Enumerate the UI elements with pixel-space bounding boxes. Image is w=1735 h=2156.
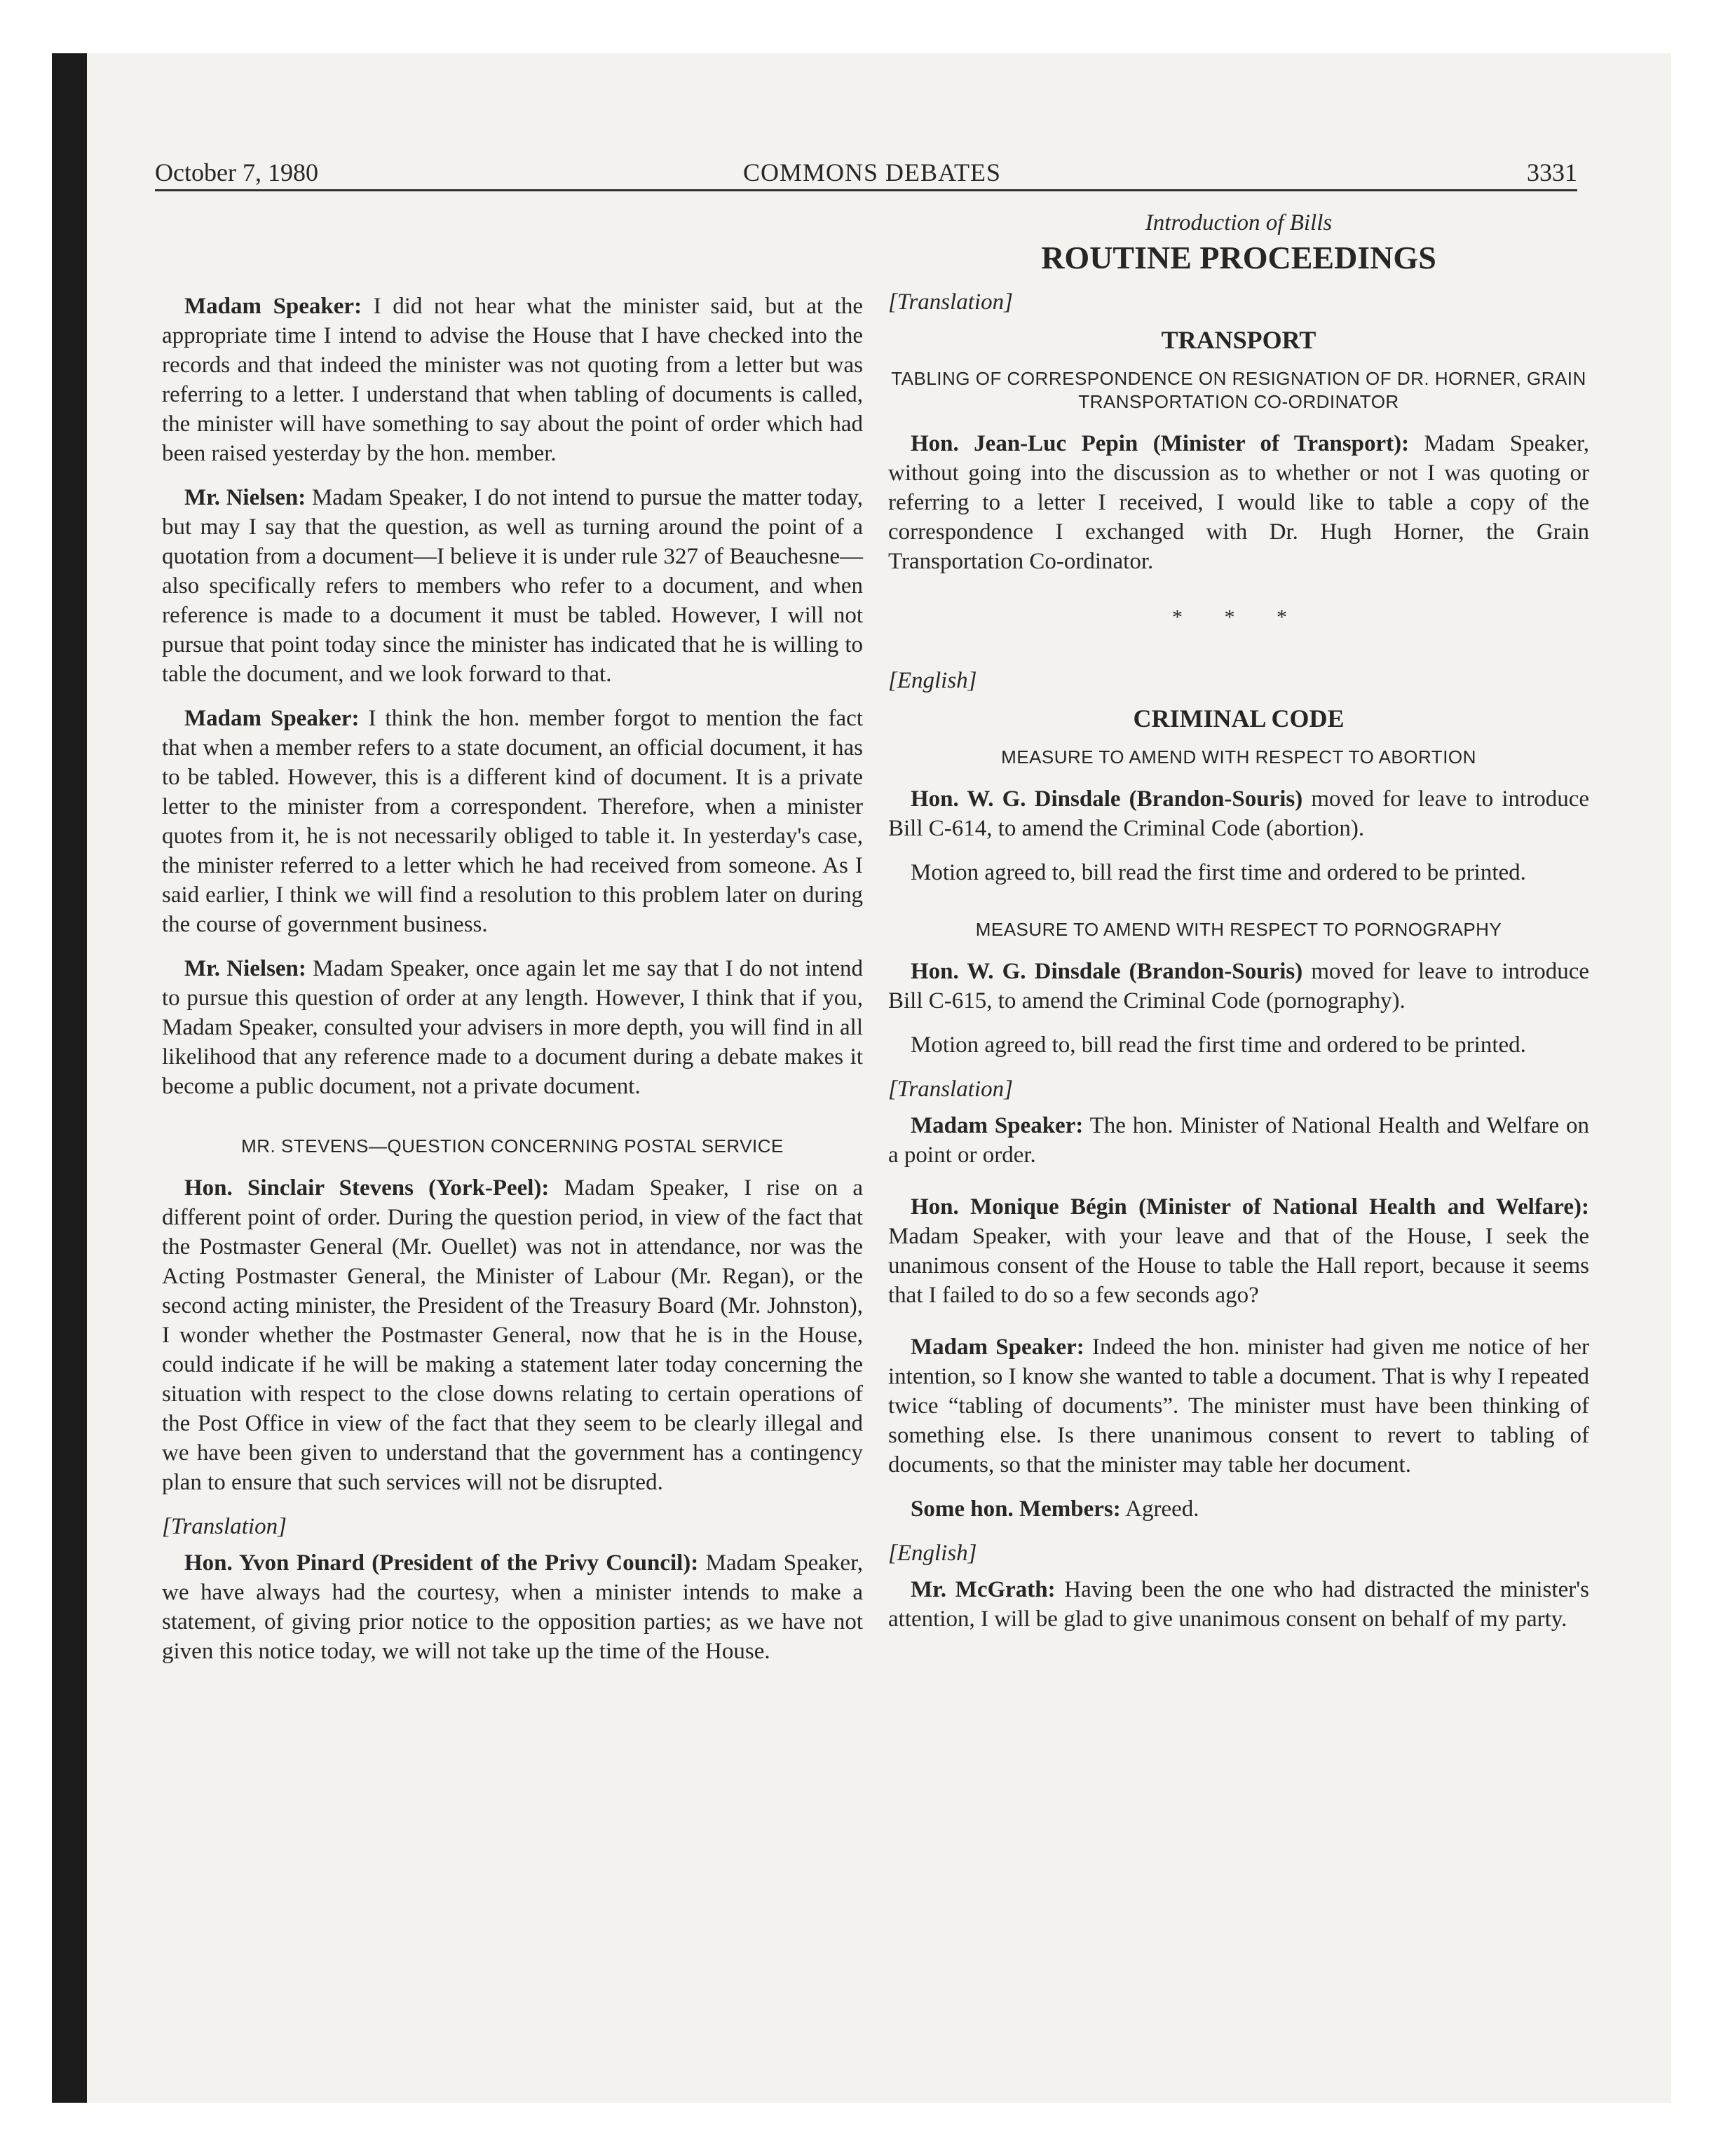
speaker: Madam Speaker: xyxy=(911,1335,1084,1360)
speech: Madam Speaker, with your leave and that of the House, I seek the unanimous consent of the House to table the Hall report, because it seems that I failed to do so a few seconds ago? xyxy=(888,1224,1589,1308)
language-tag: [English] xyxy=(888,1541,977,1566)
language-tag: [Translation] xyxy=(888,1077,1013,1102)
speech: The hon. Minister of National Health and Welfare on a point or order. xyxy=(888,1113,1590,1168)
paragraph xyxy=(888,429,1589,576)
paragraph xyxy=(162,292,863,468)
speech: moved for leave to introduce Bill C-614, to amend the Criminal Code (abortion). xyxy=(888,786,1589,841)
section-break-stars: * * * xyxy=(1172,606,1305,629)
paragraph xyxy=(888,957,1589,1016)
paragraph xyxy=(162,1173,863,1497)
paragraph: Motion agreed to, bill read the first time and ordered to be printed. xyxy=(911,860,1526,885)
paragraph xyxy=(162,1548,863,1666)
paragraph xyxy=(162,704,863,939)
speaker: Hon. Sinclair Stevens (York-Peel): xyxy=(184,1175,550,1201)
language-tag: [Translation] xyxy=(162,1514,287,1539)
speech: Having been the one who had distracted the minister's attention, I will be glad to give unanimous consent on behalf of my party. xyxy=(888,1577,1589,1632)
speaker: Hon. Jean-Luc Pepin (Minister of Transport): xyxy=(911,431,1410,456)
scan-binding-edge xyxy=(52,53,87,2103)
subheading: MEASURE TO AMEND WITH RESPECT TO PORNOGRAPHY xyxy=(975,919,1502,940)
speaker: Madam Speaker: xyxy=(911,1113,1084,1138)
speech: Agreed. xyxy=(1120,1496,1199,1522)
speech: Madam Speaker, without going into the discussion as to whether or not I was quoting or referring to a letter I received, I would like to table a copy of the correspondence I exchanged with Dr. Hugh Horner, the Grain Transportation Co-ordinator. xyxy=(888,431,1589,574)
speaker: Mr. Nielsen: xyxy=(184,956,306,981)
language-tag: [English] xyxy=(888,668,977,693)
speech: moved for leave to introduce Bill C-615, to amend the Criminal Code (pornography). xyxy=(888,959,1589,1014)
speaker: Hon. W. G. Dinsdale (Brandon-Souris) xyxy=(911,786,1303,812)
speaker: Hon. Monique Bégin (Minister of National Health and Welfare): xyxy=(911,1194,1589,1220)
speech: Madam Speaker, I rise on a different point of order. During the question period, in view of the fact that the Postmaster General (Mr. Ouellet) was not in attendance, nor was the Acting Postmaster General, the Minister of Labour (Mr. Regan), or the second acting minister, the President of the Treasury Board (Mr. Johnston), I wonder whether the Postmaster General, now that he is in the House, could indicate if he will be making a statement later today concerning the situation with respect to the close downs relating to certain operations of the Post Office in view of the fact that they seem to be clearly illegal and we have been given to understand that the government has a contingency plan to ensure that such services will not be disrupted. xyxy=(162,1175,863,1495)
section-heading: TRANSPORT xyxy=(1161,326,1316,354)
paragraph xyxy=(888,1332,1589,1480)
language-tag: [Translation] xyxy=(888,289,1013,315)
speech: Madam Speaker, I do not intend to pursue the matter today, but may I say that the question, as well as turning around the point of a quotation from a document—I believe it is under rule 327 of Beauchesne—also specifically refers to members who refer to a document, and when reference is made to a document it must be tabled. However, I will not pursue that point today since the minister has indicated that he is willing to table the document, and we look forward to that. xyxy=(162,485,863,687)
speaker: Hon. W. G. Dinsdale (Brandon-Souris) xyxy=(911,959,1303,984)
header-page-number: 3331 xyxy=(1527,158,1577,186)
speech: Madam Speaker, we have always had the courtesy, when a minister intends to make a statement, of giving prior notice to the opposition parties; as we have not given this notice today, we will not take up the time of the House. xyxy=(162,1550,863,1664)
paragraph xyxy=(162,954,863,1101)
paragraph xyxy=(888,1192,1589,1310)
subheading: MEASURE TO AMEND WITH RESPECT TO ABORTION xyxy=(1001,746,1476,767)
paragraph xyxy=(888,1575,1589,1634)
speech: Madam Speaker, once again let me say that I do not intend to pursue this question of order at any length. However, I think that if you, Madam Speaker, consulted your advisers in more depth, you will find in all likelihood that any reference made to a document during a debate makes it become a public document, not a private document. xyxy=(162,956,863,1099)
paragraph xyxy=(888,784,1589,843)
header-date: October 7, 1980 xyxy=(155,158,318,186)
speech: I did not hear what the minister said, but at the appropriate time I intend to advise the House that I have checked into the records and that indeed the minister was not quoting from a letter but was referring to a letter. I understand that when tabling of documents is called, the minister will have something to say about the point of order which had been raised yesterday by the hon. member. xyxy=(162,294,863,466)
header-rule xyxy=(155,189,1577,191)
paragraph xyxy=(888,1111,1589,1170)
paragraph xyxy=(888,1494,1589,1524)
speaker: Mr. Nielsen: xyxy=(184,485,306,510)
speaker: Some hon. Members: xyxy=(911,1496,1121,1522)
speaker: Madam Speaker: xyxy=(184,294,362,319)
speaker: Hon. Yvon Pinard (President of the Privy Council): xyxy=(184,1550,699,1576)
speech: Indeed the hon. minister had given me notice of her intention, so I know she wanted to table a document. That is why I repeated twice “tabling of documents”. The minister must have been thinking of something else. Is there unanimous consent to revert to tabling of documents, so that the minister may table her document. xyxy=(888,1335,1589,1478)
subheading: MR. STEVENS—QUESTION CONCERNING POSTAL SERVICE xyxy=(241,1135,784,1157)
paragraph: Motion agreed to, bill read the first time and ordered to be printed. xyxy=(911,1032,1526,1058)
speaker: Madam Speaker: xyxy=(184,706,360,731)
running-head: Introduction of Bills xyxy=(1145,210,1333,236)
paragraph xyxy=(162,483,863,689)
header-title: COMMONS DEBATES xyxy=(742,158,1002,186)
speech: I think the hon. member forgot to mention the fact that when a member refers to a state document, an official document, it has to be tabled. However, this is a different kind of document. It is a private letter to the minister from a correspondent. Therefore, when a minister quotes from it, he is not necessarily obliged to table it. In yesterday's case, the minister referred to a letter which he had received from someone. As I said earlier, I think we will find a resolution to this problem later on during the course of government business. xyxy=(162,706,863,937)
section-heading: CRIMINAL CODE xyxy=(1133,704,1345,732)
document-page xyxy=(52,53,1671,2103)
speaker: Mr. McGrath: xyxy=(911,1577,1056,1602)
left-column xyxy=(162,292,863,1681)
right-column xyxy=(888,207,1589,1649)
major-heading: ROUTINE PROCEEDINGS xyxy=(1041,240,1436,275)
subheading: TABLING OF CORRESPONDENCE ON RESIGNATION OF DR. HORNER, GRAIN TRANSPORTATION CO-ORDINATOR xyxy=(891,368,1586,412)
